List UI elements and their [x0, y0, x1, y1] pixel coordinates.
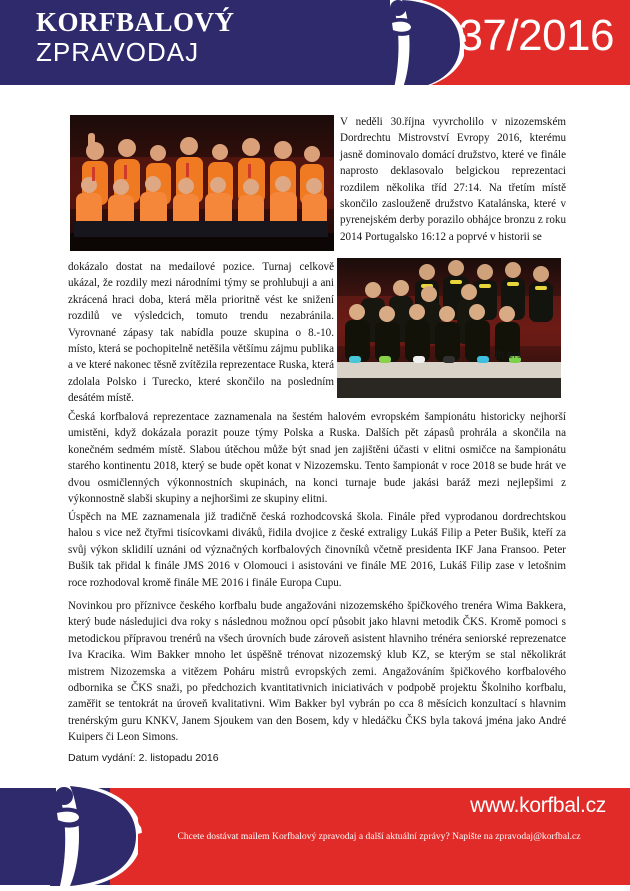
- footer-banner: [0, 780, 630, 891]
- masthead-banner: [0, 0, 630, 85]
- paragraph-new-coach: Novinkou pro příznivce českého korfbalu bude angažováni nizozemského špičkového trenéra Wima Bakkera, který bude následujici dva roky s následnou možnou opcí působit jako hlavni metodik ČKS. Kromě pomoci s metodickou přípravou trenérů na všech úrovních bude zároveň asistent hlavniho trénéra seniorské reprezenatce Iva Kracika. Wim Bakker mnoho let úspěšně trénovat nizozemský klub KZ, se kterým se stal několikrát mistrem Nizozemska a vitězem Poháru mistrů evropských zemi. Angažováním špičkového korfbalového odbornika se ČKS snaži, po předchozich kvantitativnich iniciativách v podpobě projektu Školniho korfbalu, zaměřit se tentokrát na úroveň kvalitativni. Wim Bakker byl vybrán po cca 8 měsícich konzultací s hlavnim trenérským guru KNKV, Janem Sjoukem van den Bosem, kdy v hledáčku ČKS byla taková jména jako André Kuipers či Leon Simons.: [68, 600, 566, 744]
- page-content: [0, 85, 630, 780]
- paragraph-referees: Úspěch na ME zaznamenala již tradičně česká rozhodcovská škola. Finále před vyprodanou dordrechtskou halou s vice než čtyřmi tisícovkami diváků, řidila dvojice z české extraligy Lukáš Filip a Peter Bušik, kteří za svůj výkon sklidilí uznáni od význačných korfbalových činovníků včetně presidenta IKF Jana Fransoo. Peter Bušik tak přidal k finále JMS 2016 v Olomouci i asistováni ve finále ME 2016, Lukáš Filip zase v letošnim roce rozhodoval kromě finále ME 2016 i finále Europa Cupu.: [68, 511, 566, 589]
- footer-subscribe-note: Chcete dostávat mailem Korfbalový zpravodaj a další aktuální zprávy? Napište na zpravodaj@korfbal.cz: [177, 831, 581, 842]
- masthead-title-line2: ZPRAVODAJ: [36, 37, 200, 68]
- publication-date: Datum vydání: 2. listopadu 2016: [68, 752, 219, 764]
- paragraph-tournament-summary: dokázalo dostat na medailové pozice. Turnaj celkově ukázal, že rozdily mezi národními týmy se prohlubuji a ani zkrácená hraci doba, která měla prioritně vést ke snižení rozdilů ve výsledcich, tomuto trendu nezabránila. Vyrovnané zápasy tak nabídla pouze skupina o 8.-10. místo, která se pochopitelně netěšila většímu zájmu publika a ve které nakonec těsně zvítězila reprezentace Ruska, která zdolala Polsko i Turecko, které skončilo na posledním desátém místě.: [68, 261, 334, 405]
- footer-website-url[interactable]: www.korfbal.cz: [470, 794, 606, 817]
- paragraph-czech-team: Česká korfbalová reprezentace zaznamenala na šestém halovém evropském šampionátu historicky nejhorší umistěni, když dokázala porazit pouze týmy Polska a Ruska. Dalších pět zápasů prohrála a skončila na konečném sedmém místě. Slabou útěchou může být snad jen zajištěni účasti v elitni osmičce na šampionátu starého kontinentu 2018, který se bude opět konat v Nizozemsku. Tento šampionát v roce 2018 se bude hrát ve dvou osmičlenných výkonnostních skupinách, na konci turnaje bude jakási baráž mezi nejlepšimi z výkonnostně slabši skupiny a nejhoršimi ze skupiny elitni.: [68, 411, 566, 506]
- issue-number: 37/2016: [458, 11, 614, 60]
- masthead-title-line1: KORFBALOVÝ: [36, 7, 235, 37]
- paragraph-intro: V neděli 30.října vyvrcholilo v nizozemském Dordrechtu Mistrovství Evropy 2016, kterému jasně dominovalo domácí družstvo, které ve finále naprosto deklasovalo belgickou reprezentaci rozdilem několika tříd 27:14. Na třetím místě skončilo zaslouženě družstvo Katalánska, které v pyrenejském derby porazilo obhájce bronzu z roku 2014 Portugalsko 16:12 a poprvé v historii se: [340, 116, 566, 243]
- photo-netherlands-team: [70, 115, 334, 251]
- masthead-title: [36, 8, 235, 70]
- photo-catalonia-team: [337, 258, 561, 398]
- svg-text:th ers: th ers: [495, 349, 523, 361]
